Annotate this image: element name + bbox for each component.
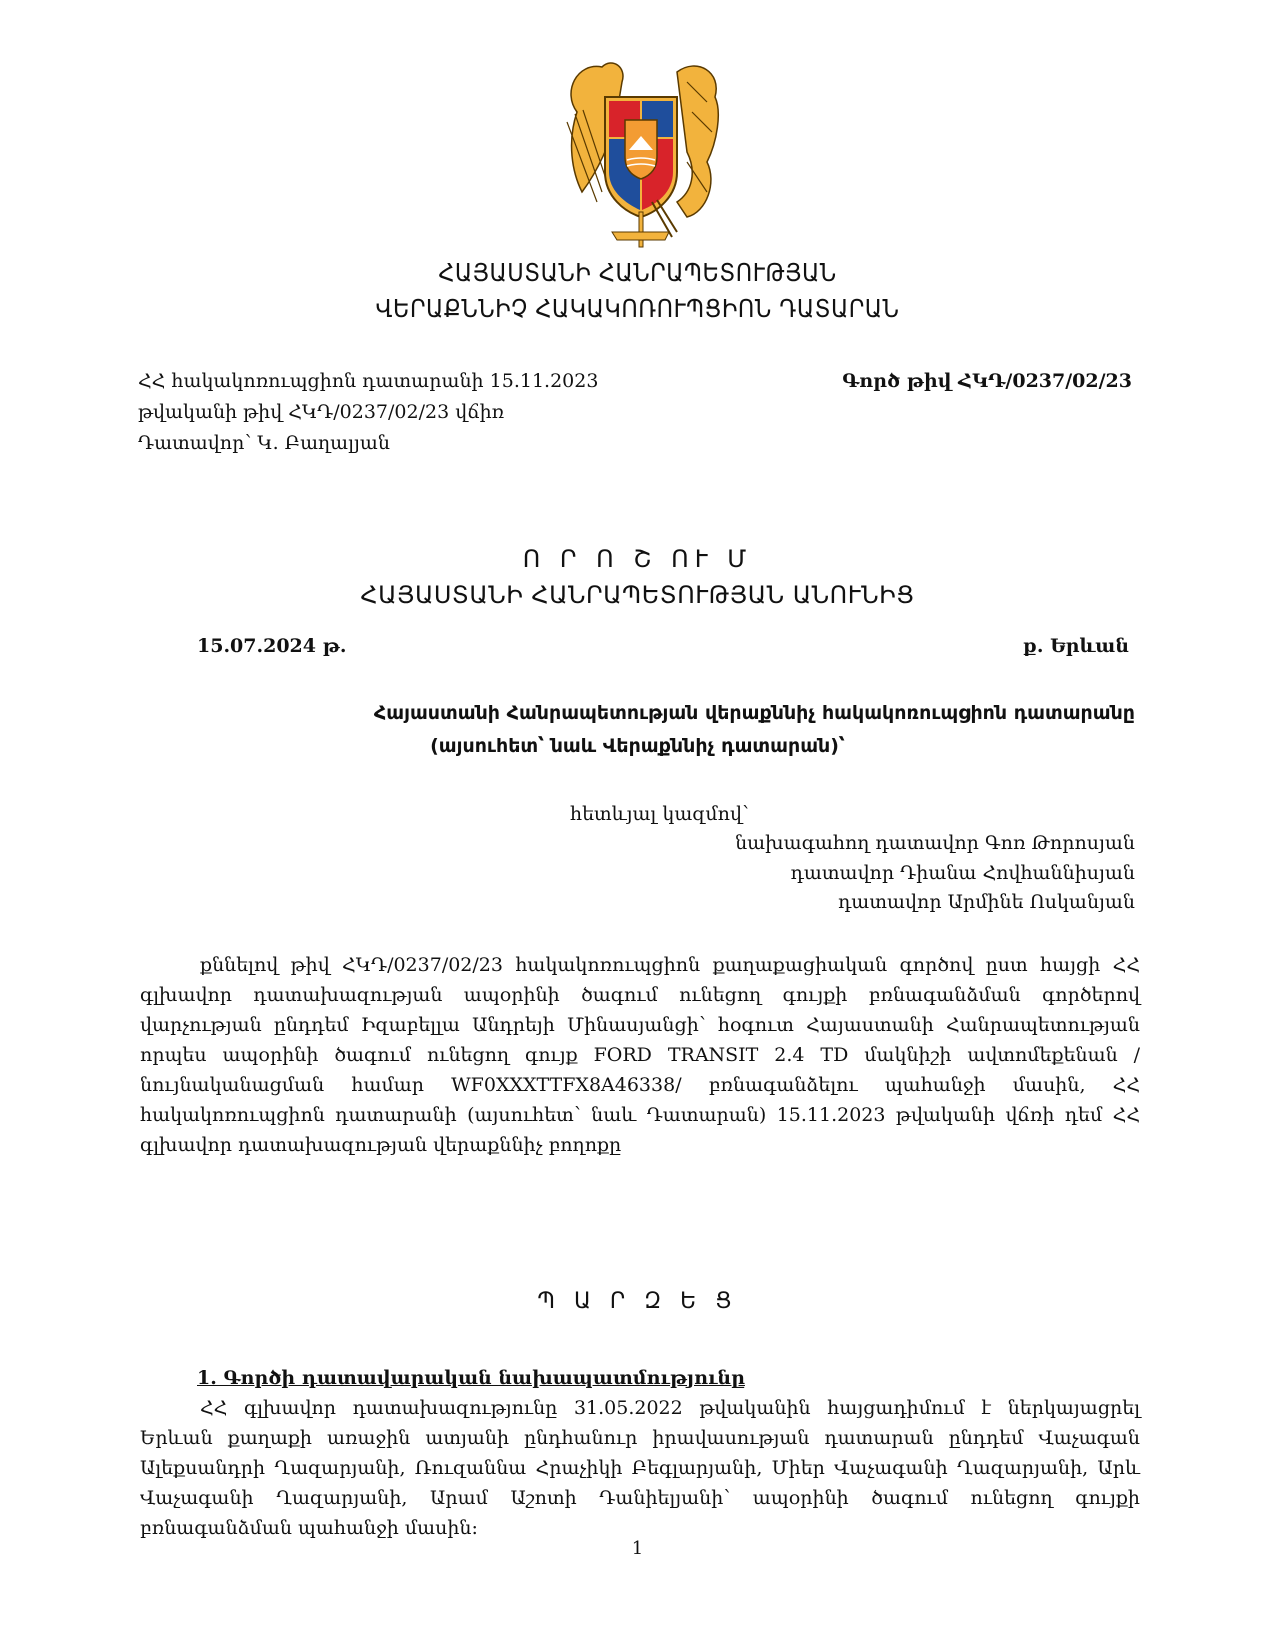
case-number: Գործ թիվ ՀԿԴ/0237/02/23	[842, 370, 1132, 392]
court-title: ՎԵՐԱՔՆՆԻՉ ՀԱԿԱԿՈՌՈՒՊՑԻՈՆ ԴԱՏԱՐԱՆ	[375, 294, 900, 323]
country-title: ՀԱՅԱՍՏԱՆԻ ՀԱՆՐԱՊԵՏՈՒԹՅԱՆ	[438, 258, 837, 287]
case-ref-judge: Դատավոր՝ Կ. Բաղալյան	[138, 432, 390, 454]
presiding-judge: նախագահող դատավոր Գոռ Թորոսյան	[735, 832, 1135, 854]
section-1-body	[140, 1393, 1140, 1543]
section-1-title: 1. Գործի դատավարական նախապատմությունը	[197, 1367, 745, 1389]
court-name-line-1: Հայաստանի Հանրապետության վերաքննիչ հակակոռուպցիոն դատարանը	[373, 702, 1135, 724]
in-name-of-republic: ՀԱՅԱՍՏԱՆԻ ՀԱՆՐԱՊԵՏՈՒԹՅԱՆ ԱՆՈՒՆԻՑ	[360, 581, 915, 609]
case-ref-line-1: ՀՀ հակակոռուպցիոն դատարանի 15.11.2023	[138, 370, 599, 392]
composition-intro: հետևյալ կազմով՝	[570, 803, 749, 825]
court-name-line-2: (այսուհետ՝ նաև Վերաքննիչ դատարան)՝	[430, 735, 845, 757]
judge-2: դատավոր Դիանա Հովհաննիսյան	[790, 862, 1135, 884]
case-ref-line-2: թվականի թիվ ՀԿԴ/0237/02/23 վճիռ	[138, 401, 505, 423]
page-number: 1	[631, 1538, 644, 1559]
decision-title: Ո Ր Ո Շ ՈՒ Մ	[522, 545, 753, 573]
decision-date: 15.07.2024 թ.	[197, 635, 347, 657]
section-heading: Պ Ա Ր Զ Ե Ց	[537, 1289, 738, 1314]
judge-3: դատավոր Արմինե Ոսկանյան	[838, 891, 1135, 913]
decision-place: ք. Երևան	[1022, 635, 1129, 657]
coat-of-arms-icon	[557, 52, 725, 252]
body-paragraph-text: քննելով թիվ ՀԿԴ/0237/02/23 հակակոռուպցիոն քաղաքացիական գործով ըստ հայցի ՀՀ գլխավոր դատախազության ապօրինի ծագում ունեցող գույքի բռնագանձման գործերով վարչության ընդդեմ Իզաբելլա Անդրեյի Մինասյանցի՝ հօգուտ Հայաստանի Հանրապետության որպես ապօրինի ծագում ունեցող գույք FORD TRANSIT 2.4 TD մակնիշի ավտոմեքենան /նույնականացման համար WF0XXXTTFX8A46338/ բռնագանձելու պահանջի մասին, ՀՀ հակակոռուպցիոն դատարանի (այսուհետ՝ նաև Դատարան) 15.11.2023 թվականի վճռի դեմ ՀՀ գլխավոր դատախազության վերաքննիչ բողոքը	[140, 954, 1140, 1156]
body-paragraph	[140, 950, 1140, 1160]
section-1-text: ՀՀ գլխավոր դատախազությունը 31.05.2022 թվականին հայցադիմում է ներկայացրել Երևան քաղաքի առաջին ատյանի ընդհանուր իրավասության դատարան ընդդեմ Վաչագան Ալեքսանդրի Ղազարյանի, Ռուզաննա Հրաչիկի Բեգլարյանի, Միեր Վաչագանի Ղազարյանի, Արև Վաչագանի Ղազարյանի, Արամ Աշոտի Դանիելյանի՝ ապօրինի ծագում ունեցող գույքի բռնագանձման պահանջի մասին:	[140, 1397, 1140, 1539]
